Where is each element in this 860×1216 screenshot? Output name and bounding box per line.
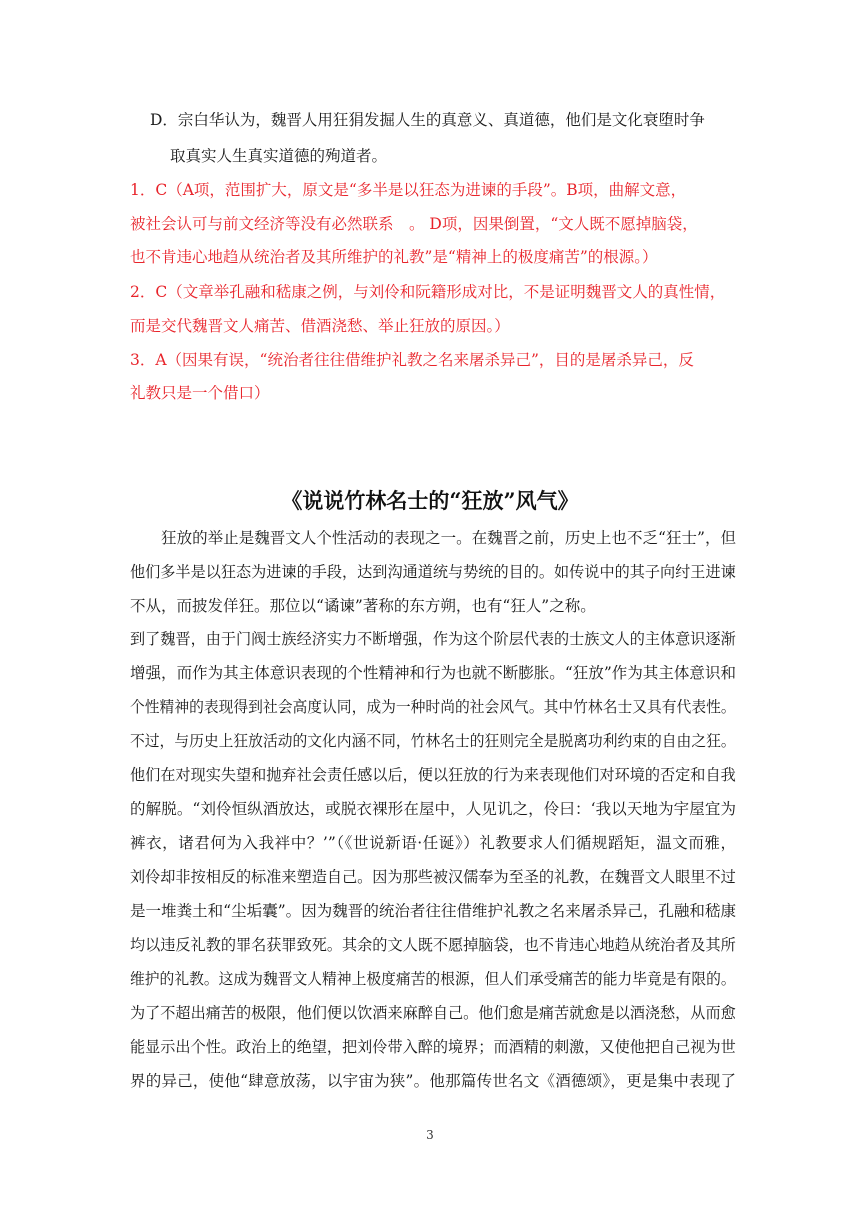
article-line-2: 他们多半是以狂态为进谏的手段，达到沟通道统与势统的目的。如传说中的其子向纣王进谏 [130,563,736,581]
article-line-7: 不过，与历史上狂放活动的文化内涵不同，竹林名士的狂则完全是脱离功利约束的自由之狂。 [130,732,736,750]
article-line-9: 的解脱。“刘伶恒纵酒放达，或脱衣裸形在屋中，人见讥之，伶曰：‘我以天地为宇屋宜为 [130,800,736,818]
article-line-3: 不从，而披发佯狂。那位以“谲谏”著称的东方朔，也有“狂人”之称。 [130,597,596,615]
article-line-17: 界的异己，使他“肆意放荡，以宇宙为狭”。他那篇传世名文《酒德颂》，更是集中表现了 [130,1072,736,1090]
option-d-line-2: 取真实人生真实道德的殉道者。 [170,147,388,165]
article-line-8: 他们在对现实失望和抛弃社会责任感以后，便以狂放的行为来表现他们对环境的否定和自我 [130,766,736,784]
answer-3-line-1: 3．A（因果有误，“统治者往往借维护礼教之名来屠杀异己”，目的是屠杀异己，反 [130,351,694,369]
answer-1-line-1: 1．C（A项，范围扩大，原文是“多半是以狂态为进谏的手段”。B项，曲解文意， [130,181,687,199]
article-line-16: 能显示出个性。政治上的绝望，把刘伶带入醉的境界；而酒精的刺激，又使他把自己视为世 [130,1038,736,1056]
article-line-12: 是一堆粪土和“尘垢囊”。因为魏晋的统治者往往借维护礼教之名来屠杀异己，孔融和嵇康 [130,902,736,920]
page-number: 3 [426,1128,434,1142]
answer-2-line-2: 而是交代魏晋文人痛苦、借酒浇愁、举止狂放的原因。） [130,317,510,335]
answer-3-line-2: 礼教只是一个借口） [130,384,270,402]
article-title: 《说说竹林名士的“狂放”风气》 [281,488,579,513]
article-line-10: 裤衣，诸君何为入我袢中？’”（《世说新语·任诞》）礼教要求人们循规蹈矩，温文而雅， [130,834,736,852]
article-line-6: 个性精神的表现得到社会高度认同，成为一种时尚的社会风气。其中竹林名士又具有代表性。 [130,698,736,716]
option-d-line-1: D．宗白华认为，魏晋人用狂狷发掘人生的真意义、真道德，他们是文化衰堕时争 [150,111,705,129]
answer-1-line-3: 也不肯违心地趋从统治者及其所维护的礼教”是“精神上的极度痛苦”的根源。） [130,248,658,266]
answer-1-line-2: 被社会认可与前文经济等没有必然联系 。 D项，因果倒置，“文人既不愿掉脑袋， [130,215,698,233]
article-line-13: 均以违反礼教的罪名获罪致死。其余的文人既不愿掉脑袋，也不肯违心地趋从统治者及其所 [130,936,736,954]
answer-2-line-1: 2．C（文章举孔融和嵇康之例，与刘伶和阮籍形成对比，不是证明魏晋文人的真性情， [130,283,726,301]
article-line-11: 刘伶却非按相反的标准来塑造自己。因为那些被汉儒奉为至圣的礼教，在魏晋文人眼里不过 [130,868,736,886]
article-line-1: 狂放的举止是魏晋文人个性活动的表现之一。在魏晋之前，历史上也不乏“狂士”，但 [130,529,736,547]
article-line-5: 增强，而作为其主体意识表现的个性精神和行为也就不断膨胀。“狂放”作为其主体意识和 [130,664,736,682]
article-line-14: 维护的礼教。这成为魏晋文人精神上极度痛苦的根源，但人们承受痛苦的能力毕竟是有限的。 [130,970,736,988]
article-line-15: 为了不超出痛苦的极限，他们便以饮酒来麻醉自己。他们愈是痛苦就愈是以酒浇愁，从而愈 [130,1004,736,1022]
article-line-4: 到了魏晋，由于门阀士族经济实力不断增强，作为这个阶层代表的士族文人的主体意识逐渐 [130,630,736,648]
